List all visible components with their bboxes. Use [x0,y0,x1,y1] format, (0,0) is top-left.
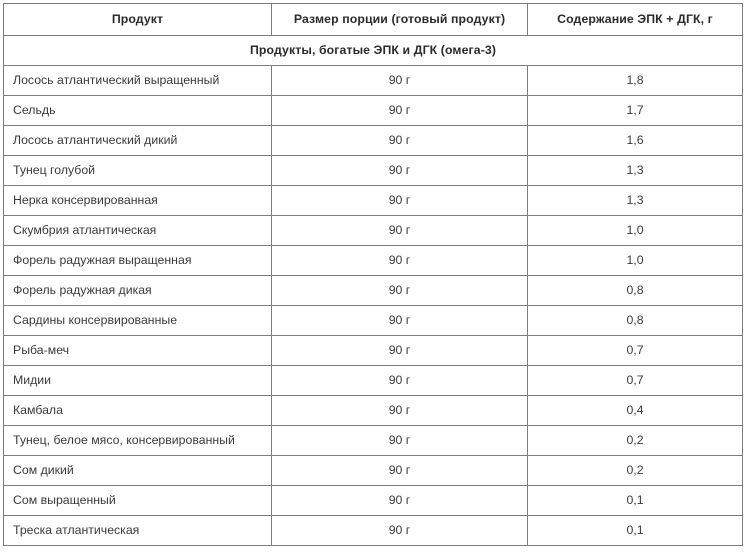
cell-content: 1,0 [528,246,743,276]
cell-content: 1,3 [528,186,743,216]
cell-portion: 90 г [272,156,528,186]
cell-content: 0,4 [528,396,743,426]
table-row [4,486,743,516]
cell-product: Тунец голубой [4,156,272,186]
cell-product: Лосось атлантический дикий [4,126,272,156]
cell-portion: 90 г [272,336,528,366]
cell-content: 0,8 [528,276,743,306]
cell-content: 1,0 [528,216,743,246]
table-row [4,186,743,216]
cell-content: 0,1 [528,486,743,516]
cell-portion: 90 г [272,486,528,516]
cell-portion: 90 г [272,66,528,96]
omega3-content-table [3,3,743,546]
section-header-row [4,36,743,66]
cell-content: 1,3 [528,156,743,186]
cell-product: Сом дикий [4,456,272,486]
cell-portion: 90 г [272,426,528,456]
table-row [4,426,743,456]
cell-portion: 90 г [272,366,528,396]
cell-portion: 90 г [272,186,528,216]
cell-content: 0,2 [528,456,743,486]
table-body [4,36,743,546]
table-row [4,216,743,246]
cell-product: Сельдь [4,96,272,126]
cell-product: Скумбрия атлантическая [4,216,272,246]
cell-product: Тунец, белое мясо, консервированный [4,426,272,456]
cell-portion: 90 г [272,96,528,126]
table-row [4,456,743,486]
table-row [4,396,743,426]
cell-content: 0,8 [528,306,743,336]
cell-product: Камбала [4,396,272,426]
table-row [4,96,743,126]
table-row [4,126,743,156]
cell-portion: 90 г [272,246,528,276]
table-row [4,306,743,336]
cell-content: 1,8 [528,66,743,96]
table-row [4,66,743,96]
column-header-portion: Размер порции (готовый продукт) [272,4,528,36]
cell-product: Сардины консервированные [4,306,272,336]
cell-content: 1,6 [528,126,743,156]
cell-content: 0,1 [528,516,743,546]
cell-portion: 90 г [272,456,528,486]
column-header-content: Содержание ЭПК + ДГК, г [528,4,743,36]
cell-portion: 90 г [272,126,528,156]
column-header-product: Продукт [4,4,272,36]
header-row [4,4,743,36]
cell-content: 1,7 [528,96,743,126]
cell-product: Мидии [4,366,272,396]
cell-portion: 90 г [272,216,528,246]
table-row [4,516,743,546]
cell-portion: 90 г [272,306,528,336]
cell-product: Нерка консервированная [4,186,272,216]
cell-product: Лосось атлантический выращенный [4,66,272,96]
cell-product: Сом выращенный [4,486,272,516]
table-row [4,366,743,396]
table-header [4,4,743,36]
cell-content: 0,7 [528,366,743,396]
cell-product: Форель радужная дикая [4,276,272,306]
table-row [4,156,743,186]
cell-portion: 90 г [272,276,528,306]
cell-content: 0,2 [528,426,743,456]
table-row [4,246,743,276]
table-row [4,276,743,306]
cell-portion: 90 г [272,516,528,546]
cell-product: Треска атлантическая [4,516,272,546]
section-title: Продукты, богатые ЭПК и ДГК (омега-3) [4,36,743,66]
cell-portion: 90 г [272,396,528,426]
table-row [4,336,743,366]
cell-product: Форель радужная выращенная [4,246,272,276]
cell-content: 0,7 [528,336,743,366]
cell-product: Рыба-меч [4,336,272,366]
